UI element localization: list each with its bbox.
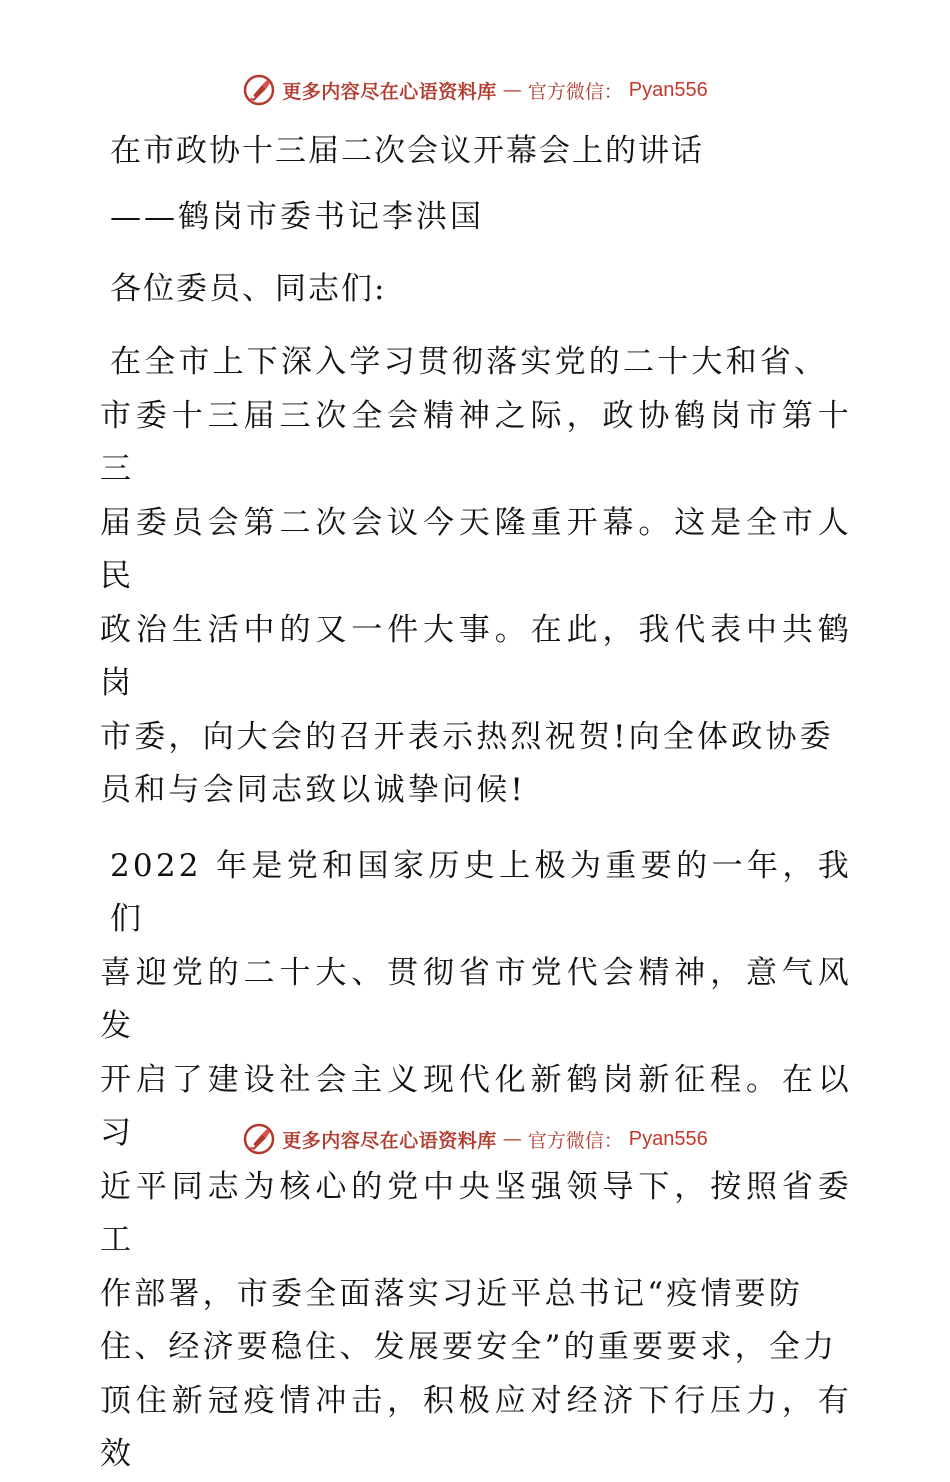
banner-wechat-id: Pyan556 — [628, 78, 708, 101]
document-salutation: 各位委员、同志们: — [110, 271, 387, 307]
banner-wechat-label: 官方微信： — [527, 80, 623, 103]
header-watermark-banner — [0, 70, 950, 110]
paragraph-line: 政治生活中的又一件大事。在此，我代表中共鹤岗 — [100, 611, 852, 701]
document-title: 在市政协十三届二次会议开幕会上的讲话 — [110, 133, 704, 169]
pen-nib-logo-icon — [242, 73, 276, 107]
paragraph-line: 员和与会同志致以诚挚问候! — [100, 772, 527, 808]
paragraph-line: 顶住新冠疫情冲击，积极应对经济下行压力，有效 — [100, 1382, 852, 1472]
document-body — [100, 125, 852, 1482]
banner-separator: — — [502, 1128, 522, 1150]
paragraph-line: 市委，向大会的召开表示热烈祝贺!向全体政协委 — [100, 718, 834, 755]
banner-brand-text: 更多内容尽在心语资料库 — [282, 80, 497, 103]
document-byline: ——鹤岗市委书记李洪国 — [110, 199, 484, 235]
paragraph-line: 近平同志为核心的党中央坚强领导下，按照省委工 — [100, 1168, 852, 1258]
paragraph-line: 住、经济要稳住、发展要安全”的重要要求，全力 — [100, 1329, 838, 1365]
banner-wechat-label: 官方微信： — [527, 1129, 623, 1152]
paragraph-line: 2022 年是党和国家历史上极为重要的一年，我们 — [110, 847, 852, 937]
paragraph-line: 在全市上下深入学习贯彻落实党的二十大和省、 — [110, 344, 829, 380]
footer-watermark-banner — [0, 1119, 950, 1159]
paragraph-line: 开启了建设社会主义现代化新鹤岗新征程。在以习 — [100, 1061, 852, 1151]
banner-wechat-id: Pyan556 — [628, 1127, 708, 1150]
paragraph-line: 作部署，市委全面落实习近平总书记“疫情要防 — [100, 1275, 804, 1312]
paragraph-2 — [100, 840, 852, 1482]
banner-separator: — — [502, 79, 522, 101]
paragraph-line: 喜迎党的二十大、贯彻省市党代会精神，意气风发 — [100, 954, 852, 1044]
pen-nib-logo-icon — [242, 1122, 276, 1156]
paragraph-1 — [100, 336, 852, 818]
paragraph-line: 市委十三届三次全会精神之际，政协鹤岗市第十三 — [100, 397, 852, 487]
paragraph-line: 届委员会第二次会议今天隆重开幕。这是全市人民 — [100, 504, 852, 594]
banner-brand-text: 更多内容尽在心语资料库 — [282, 1129, 497, 1152]
